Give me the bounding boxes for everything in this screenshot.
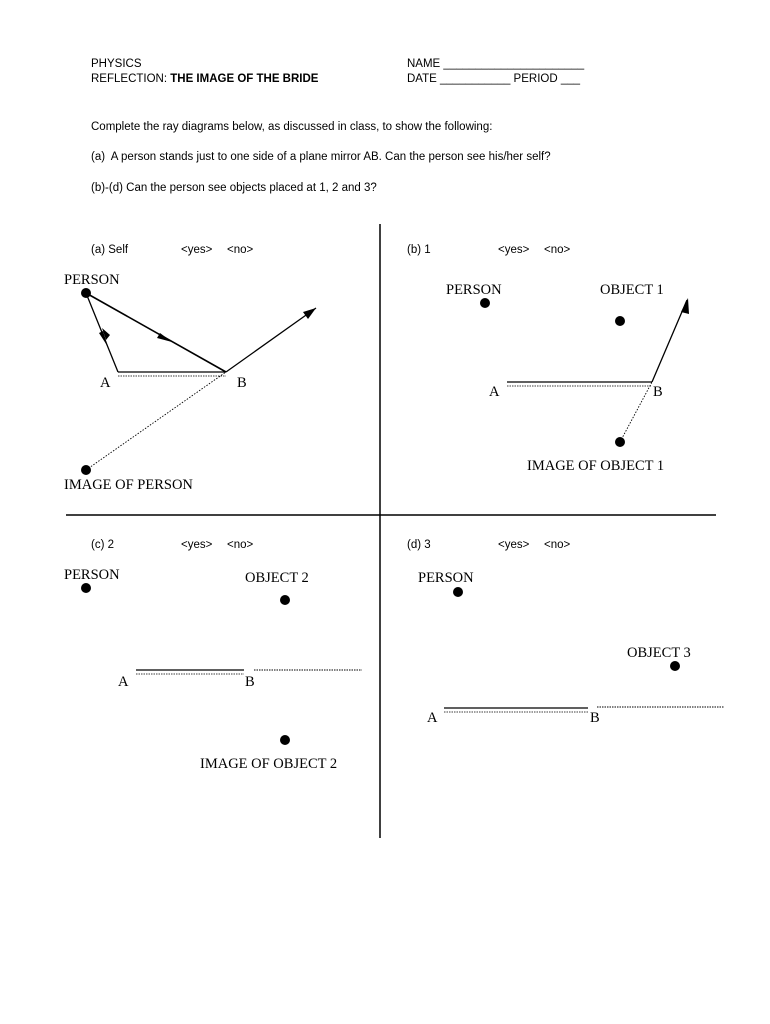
panel-b-yes-option[interactable]: <yes> [498, 244, 530, 256]
instructions-item-bd: (b)-(d) Can the person see objects placed at 1, 2 and 3? [91, 182, 377, 194]
panel-c-yes-option[interactable]: <yes> [181, 539, 213, 551]
panel-c-object-dot [280, 595, 290, 605]
panel-b-no-option[interactable]: <no> [544, 244, 571, 256]
panel-a-no-option[interactable]: <no> [227, 244, 254, 256]
panel-c-no-option[interactable]: <no> [227, 539, 254, 551]
subject-label: PHYSICS [91, 58, 142, 70]
panel-d-heading: (d) 3 [407, 539, 431, 551]
panel-c-mirror-b-label: B [245, 674, 255, 690]
panel-c-image-label: IMAGE OF OBJECT 2 [200, 756, 338, 772]
name-field[interactable]: NAME ______________________ [407, 58, 585, 70]
panel-c-mirror-a-label: A [118, 674, 129, 690]
panel-c-image-dot [280, 735, 290, 745]
panel-a-arrowhead-3 [303, 308, 316, 319]
panel-b-drawing [480, 298, 689, 447]
panel-b-mirror-a-label: A [489, 384, 500, 400]
panel-d-object-label: OBJECT 3 [627, 645, 691, 661]
panel-b-object-label: OBJECT 1 [600, 282, 664, 298]
panel-b-person-dot [480, 298, 490, 308]
panel-d-mirror-a-label: A [427, 710, 438, 726]
instructions-item-a: (a) A person stands just to one side of a plane mirror AB. Can the person see his/her self? [91, 151, 551, 163]
panel-c-person-dot [81, 583, 91, 593]
panel-c-drawing [81, 583, 362, 745]
panel-b-object-dot [615, 316, 625, 326]
panel-b-person-label: PERSON [446, 282, 502, 298]
panel-b-image-label: IMAGE OF OBJECT 1 [527, 458, 665, 474]
panel-d-person-label: PERSON [418, 570, 474, 586]
panel-b-mirror-b-label: B [653, 384, 663, 400]
panel-b-heading: (b) 1 [407, 244, 431, 256]
panel-b-arrowhead [681, 298, 689, 314]
panel-a-reflected-ray [226, 308, 316, 372]
instructions-intro: Complete the ray diagrams below, as discussed in class, to show the following: [91, 121, 493, 133]
panel-c-heading: (c) 2 [91, 539, 114, 551]
panel-a-yes-option[interactable]: <yes> [181, 244, 213, 256]
panel-b-virtual-ray [620, 382, 652, 442]
panel-d-yes-option[interactable]: <yes> [498, 539, 530, 551]
panel-a-image-label: IMAGE OF PERSON [64, 477, 193, 493]
panel-d-mirror-b-label: B [590, 710, 600, 726]
panel-d-person-dot [453, 587, 463, 597]
panel-a-arrowhead-2 [157, 333, 172, 342]
panel-b-reflected-ray [652, 300, 687, 382]
panel-a-person-label: PERSON [64, 272, 120, 288]
panel-a-mirror-b-label: B [237, 375, 247, 391]
panel-a-mirror-a-label: A [100, 375, 111, 391]
panel-a-drawing [81, 288, 316, 475]
date-period-field[interactable]: DATE ___________ PERIOD ___ [407, 73, 581, 85]
panel-d-object-dot [670, 661, 680, 671]
title-bold: THE IMAGE OF THE BRIDE [170, 73, 319, 85]
panel-a-heading: (a) Self [91, 244, 129, 256]
panel-c-object-label: OBJECT 2 [245, 570, 309, 586]
panel-d-no-option[interactable]: <no> [544, 539, 571, 551]
title-prefix: REFLECTION: [91, 73, 171, 85]
panel-c-person-label: PERSON [64, 567, 120, 583]
